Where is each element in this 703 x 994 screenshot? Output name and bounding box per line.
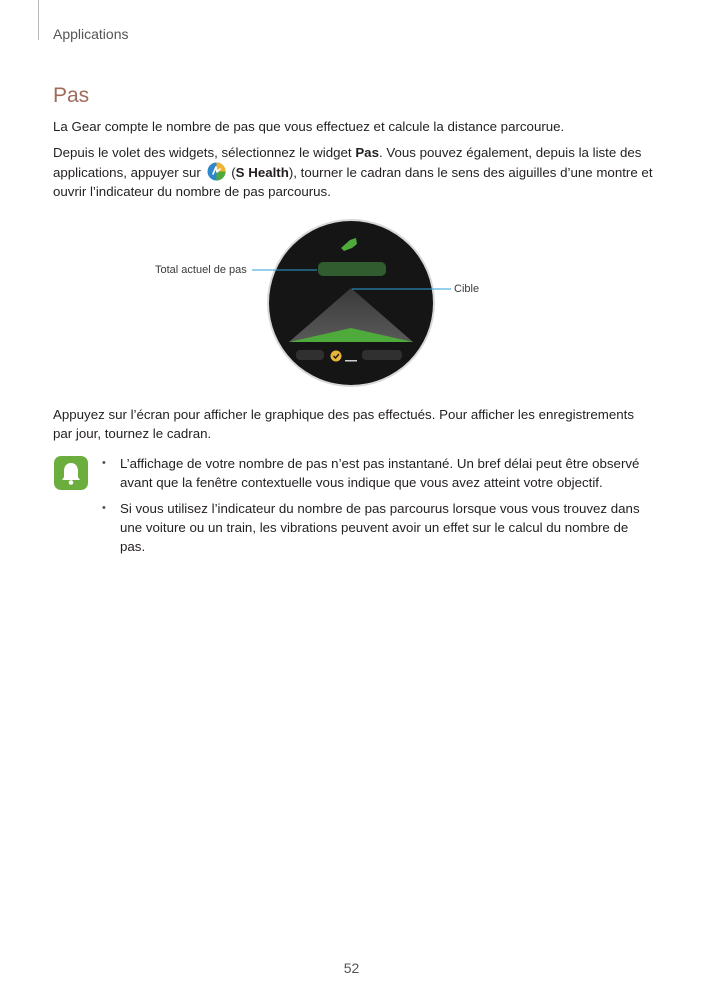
bullet-glyph: • [102,457,106,469]
callout-target: Cible [454,283,480,295]
bullet-glyph: • [102,502,106,514]
watch-bezel [267,219,435,387]
bell-icon [54,456,88,490]
shoe-icon [341,238,357,251]
after-figure-paragraph: Appuyez sur l’écran pour afficher le graphique des pas effectués. Pour afficher les enregistrements par jour, tournez le cadran. [53,407,634,441]
widget-text-paren: ( [227,165,236,180]
list-item [102,454,647,492]
widget-bold-s-health: S Health [235,165,289,180]
widget-paragraph [53,143,653,201]
blurred-step-count [318,262,386,276]
progress-fill [289,328,413,342]
widget-text-2: . Vous pouvez également, depuis la liste des applications, appuyer sur [53,145,642,180]
s-health-icon [207,162,226,181]
widget-bold-pas: Pas [355,145,379,160]
widget-text-3: ), tourner le cadran dans le sens des aiguilles d’une montre et ouvrir l’indicateur du nombre de pas parcourus. [53,165,653,199]
intro-paragraph: La Gear compte le nombre de pas que vous effectuez et calcule la distance parcourue. [53,119,565,134]
blurred-stat-right [345,360,357,362]
margin-rule [38,0,39,40]
blurred-stat-left [296,350,324,360]
watch-face [269,221,433,385]
callout-total-steps: Total actuel de pas [155,264,247,276]
goal-check-icon [331,351,342,362]
list-item [102,499,647,556]
notes-list [102,454,647,563]
note-text: Si vous utilisez l’indicateur du nombre de pas parcourus lorsque vous vous trouvez dans une voiture ou un train, les vibrations peuvent avoir un effet sur le calcul du nombre de pas. [120,501,640,554]
note-text: L’affichage de votre nombre de pas n’est pas instantané. Un bref délai peut être observé avant que la fenêtre contextuelle vous indique que vous avez atteint votre objectif. [120,456,640,490]
widget-text-1: Depuis le volet des widgets, sélectionnez le widget [53,145,356,160]
section-header: Applications [53,26,129,42]
page-number: 52 [343,960,360,976]
progress-triangle [289,288,413,342]
page-title: Pas [53,84,90,107]
